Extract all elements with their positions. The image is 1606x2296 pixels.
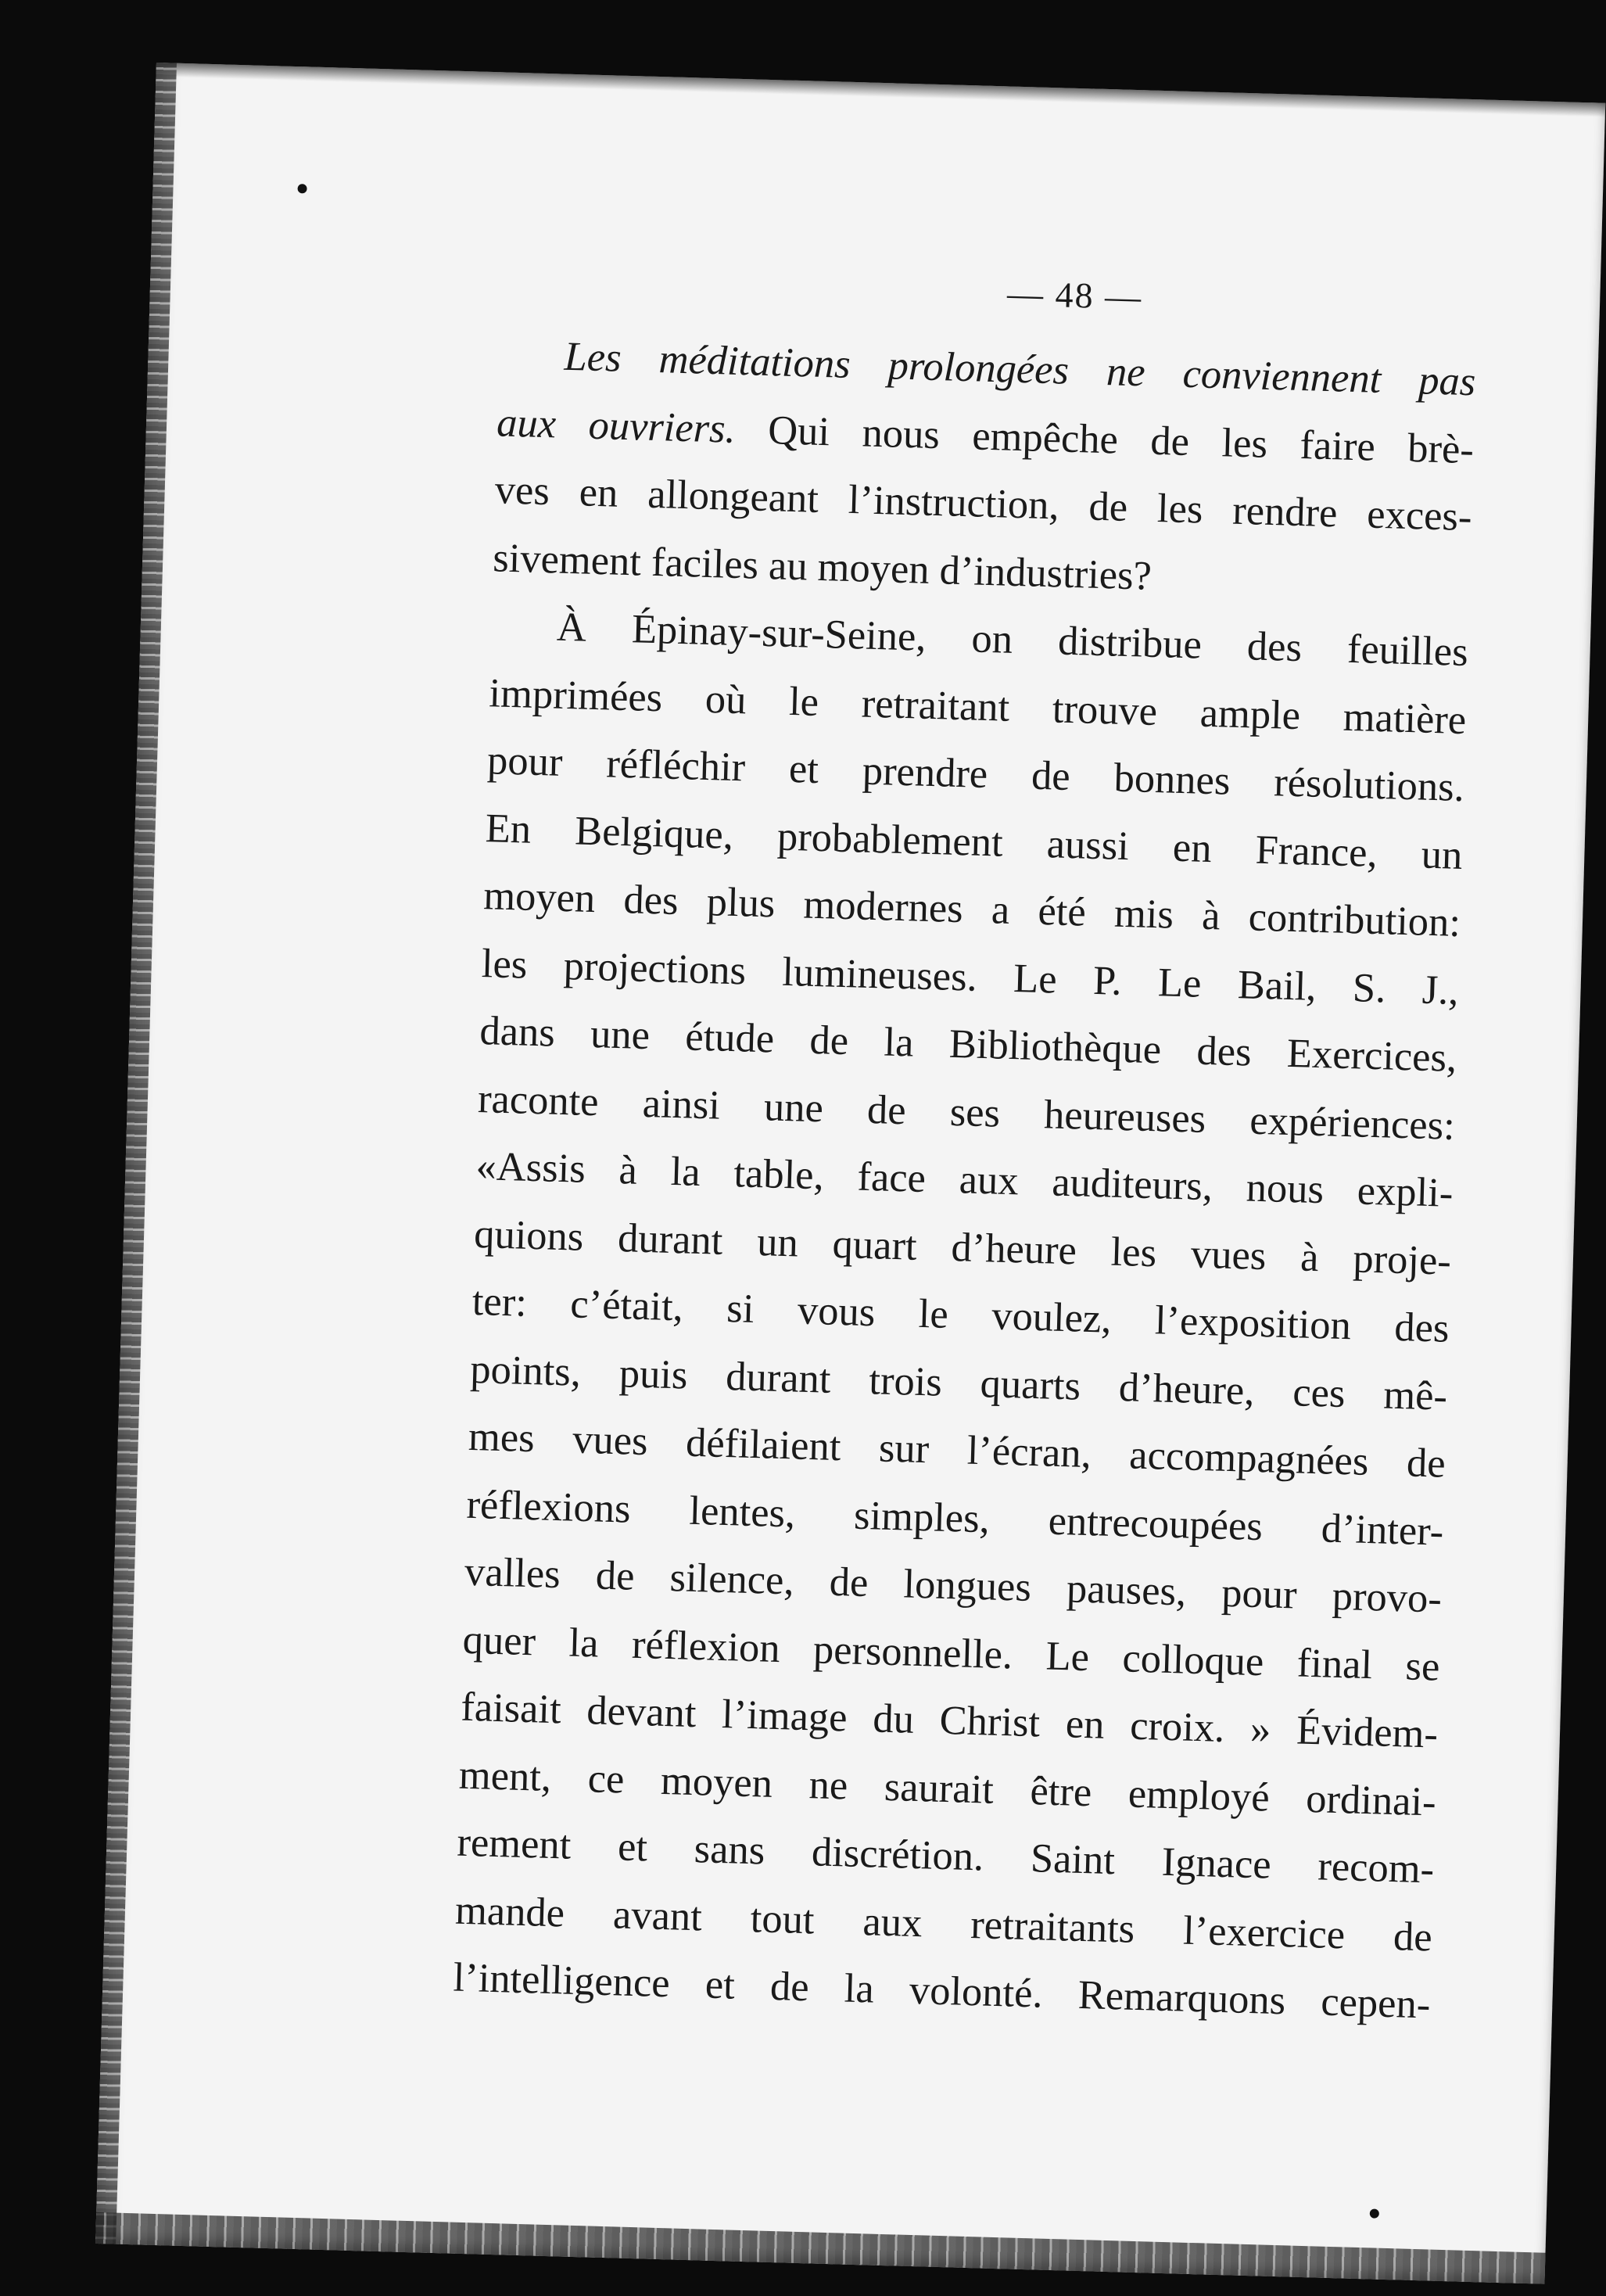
text-line: l’intelligence et de la volonté. Remarquons cepen- bbox=[452, 1954, 1432, 2028]
text-line: ment, ce moyen ne saurait être employé ordinai- bbox=[458, 1752, 1437, 1825]
text-line: rement et sans discrétion. Saint Ignace recom- bbox=[456, 1819, 1435, 1892]
text-line: mes vues défilaient sur l’écran, accompagnées de bbox=[468, 1413, 1446, 1487]
text-line: Les méditations prolongées ne conviennent pas bbox=[563, 333, 1477, 405]
text-line: quer la réflexion personnelle. Le colloque final se bbox=[462, 1616, 1441, 1690]
text-line: pour réfléchir et prendre de bonnes résolutions. bbox=[486, 737, 1465, 811]
text-line: imprimées où le retraitant trouve ample matière bbox=[488, 669, 1467, 743]
page-top-edge bbox=[156, 63, 1605, 117]
ink-speck bbox=[1370, 2208, 1379, 2218]
text-line: quions durant un quart d’heure les vues à proje- bbox=[473, 1211, 1452, 1284]
text-line: À Épinay-sur-Seine, on distribue des feuilles bbox=[556, 604, 1469, 676]
body-text bbox=[453, 321, 1477, 2039]
text-line: dans une étude de la Bibliothèque des Exercices, bbox=[479, 1008, 1457, 1081]
text-line: ves en allongeant l’instruction, de les rendre exces- bbox=[494, 467, 1473, 540]
page-number: — 48 — bbox=[1006, 273, 1143, 317]
text-line: réflexions lentes, simples, entrecoupées d’inter- bbox=[465, 1481, 1445, 1555]
text-line: faisait devant l’image du Christ en croix. » Évidem- bbox=[460, 1684, 1439, 1757]
text-line: raconte ainsi une de ses heureuses expériences: bbox=[477, 1075, 1456, 1149]
book-page bbox=[95, 63, 1605, 2284]
text-line: valles de silence, de longues pauses, pour provo- bbox=[464, 1548, 1443, 1622]
text-line: les projections lumineuses. Le P. Le Bail, S. J., bbox=[481, 940, 1460, 1013]
text-line: «Assis à la table, face aux auditeurs, nous expli- bbox=[475, 1143, 1454, 1216]
page-left-edge bbox=[95, 63, 177, 2244]
text-line: points, puis durant trois quarts d’heure, ces mê- bbox=[469, 1346, 1448, 1419]
page-bottom-edge bbox=[95, 2212, 1545, 2284]
text-line: sivement faciles au moyen d’industries? bbox=[492, 534, 1153, 599]
text-line: aux ouvriers. Qui nous empêche de les faire brè- bbox=[496, 399, 1475, 472]
text-line: mande avant tout aux retraitants l’exercice de bbox=[454, 1887, 1433, 1960]
text-line: ter: c’était, si vous le voulez, l’exposition des bbox=[471, 1278, 1450, 1351]
text-line: En Belgique, probablement aussi en France, un bbox=[485, 805, 1464, 878]
text-line: moyen des plus modernes a été mis à contribution: bbox=[482, 873, 1461, 945]
ink-speck bbox=[297, 184, 307, 193]
